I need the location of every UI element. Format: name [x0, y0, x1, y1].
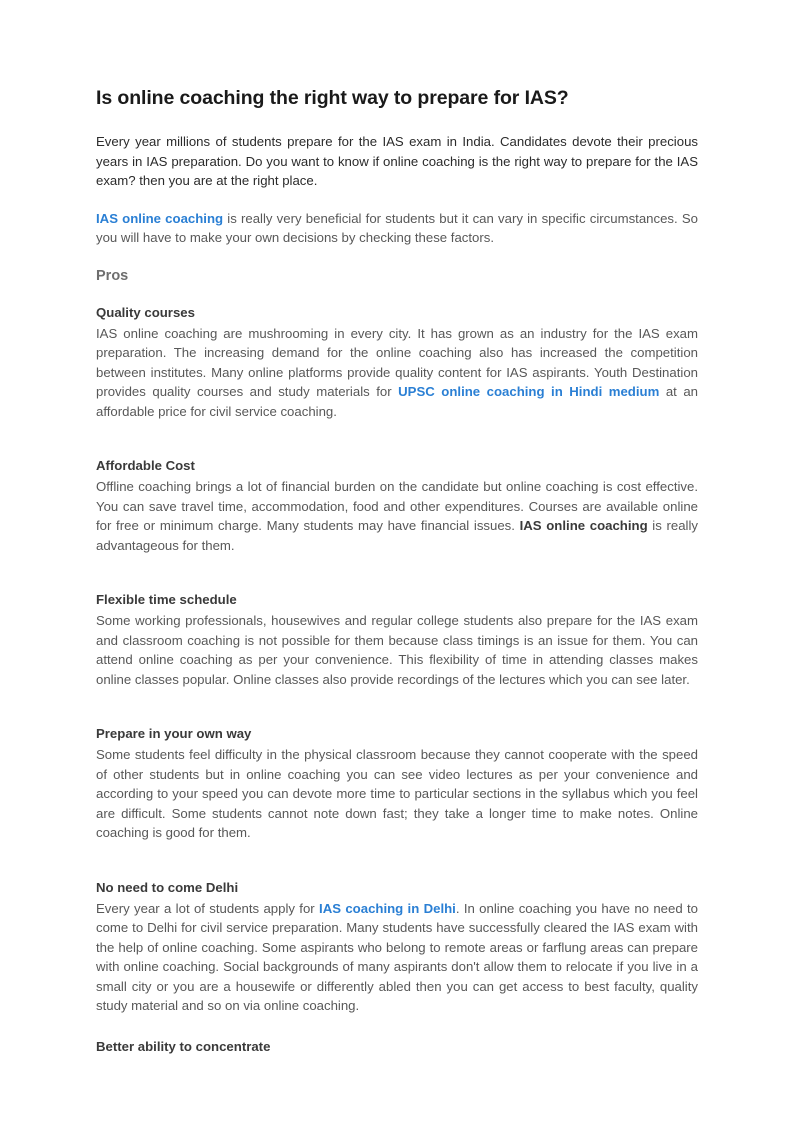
section-text-before: Every year a lot of students apply for — [96, 900, 320, 916]
ias-online-coaching-link[interactable]: IAS online coaching — [96, 210, 224, 226]
section-paragraph — [96, 899, 698, 1016]
section-heading: Affordable Cost — [96, 458, 195, 473]
lead-paragraph — [96, 209, 698, 248]
section-paragraph — [96, 324, 698, 422]
section-prepare-in-your-own-way — [96, 725, 698, 843]
spacer — [96, 443, 698, 457]
section-flexible-time-schedule — [96, 591, 698, 689]
section-heading: Flexible time schedule — [96, 592, 237, 607]
ias-coaching-delhi-link[interactable]: IAS coaching in Delhi — [319, 900, 456, 916]
section-paragraph — [96, 477, 698, 555]
section-text-before: Offline coaching brings a lot of financial burden on the candidate but online coaching is cost effective. You can save travel time, accommodation, food and other expenditures. Courses are available online for free or minimum charge. Many students may have financial issues. — [96, 479, 698, 533]
section-text-after: at an affordable price for civil service coaching. — [96, 384, 699, 419]
spacer — [96, 577, 698, 591]
section-heading-pros: Pros — [96, 267, 129, 284]
section-text-after: is really advantageous for them. — [96, 518, 698, 553]
section-heading-better-ability-to-concentrate: Better ability to concentrate — [96, 1038, 271, 1054]
section-paragraph: Some students feel difficulty in the physical classroom because they cannot cooperate with the speed of other students but in online coaching you can see video lectures as per your convenience and according to your speed you can devote more time to particular sections in the syllabus which you feel are difficult. Some students cannot note down fast; they take a longer time to make notes. Online coaching is good for them. — [96, 747, 698, 840]
spacer — [96, 711, 698, 725]
section-text-before: IAS online coaching are mushrooming in every city. It has grown as an industry for the IAS exam preparation. The increasing demand for the online coaching also has increased the competition between institutes. Many online platforms provide quality content for IAS aspirants. Youth Destination provides quality courses and study materials for — [96, 325, 698, 399]
section-no-need-to-come-delhi — [96, 879, 698, 1016]
lead-paragraph-text: is really very beneficial for students but it can vary in specific circumstances. So you will have to make your own decisions by checking these factors. — [96, 210, 698, 245]
section-affordable-cost — [96, 457, 698, 555]
section-quality-courses — [96, 304, 698, 422]
spacer — [96, 865, 698, 879]
section-heading: No need to come Delhi — [96, 879, 239, 895]
ias-online-coaching-bold: IAS online coaching — [519, 518, 648, 533]
page-title: Is online coaching the right way to prepare for IAS? — [96, 87, 569, 109]
section-paragraph: Some working professionals, housewives and regular college students also prepare for the IAS exam and classroom coaching is not possible for them because class timings is an issue for them. You can attend online coaching as per your convenience. This flexibility of time in attending classes makes online classes popular. Online classes also provide recordings of the lectures which you can see later. — [96, 613, 698, 687]
intro-paragraph: Every year millions of students prepare for the IAS exam in India. Candidates devote their precious years in IAS preparation. Do you want to know if online coaching is the right way to prepare for the IAS exam? then you are at the right place. — [96, 134, 698, 188]
upsc-hindi-medium-link[interactable]: UPSC online coaching in Hindi medium — [398, 384, 660, 399]
document-body — [96, 86, 698, 1056]
section-heading: Prepare in your own way — [96, 726, 252, 741]
section-heading: Quality courses — [96, 304, 195, 320]
section-text-after: . In online coaching you have no need to come to Delhi for civil service preparation. Many students have successfully cleared the IAS exam with the help of online coaching. Some aspirants who belong to remote areas or farflung areas can prepare with online coaching. Social backgrounds of many aspirants don't allow them to relocate if you live in a small city or you are a housewife or differently abled then you can get access to best faculty, quality study material and so on via online coaching. — [96, 900, 698, 1013]
